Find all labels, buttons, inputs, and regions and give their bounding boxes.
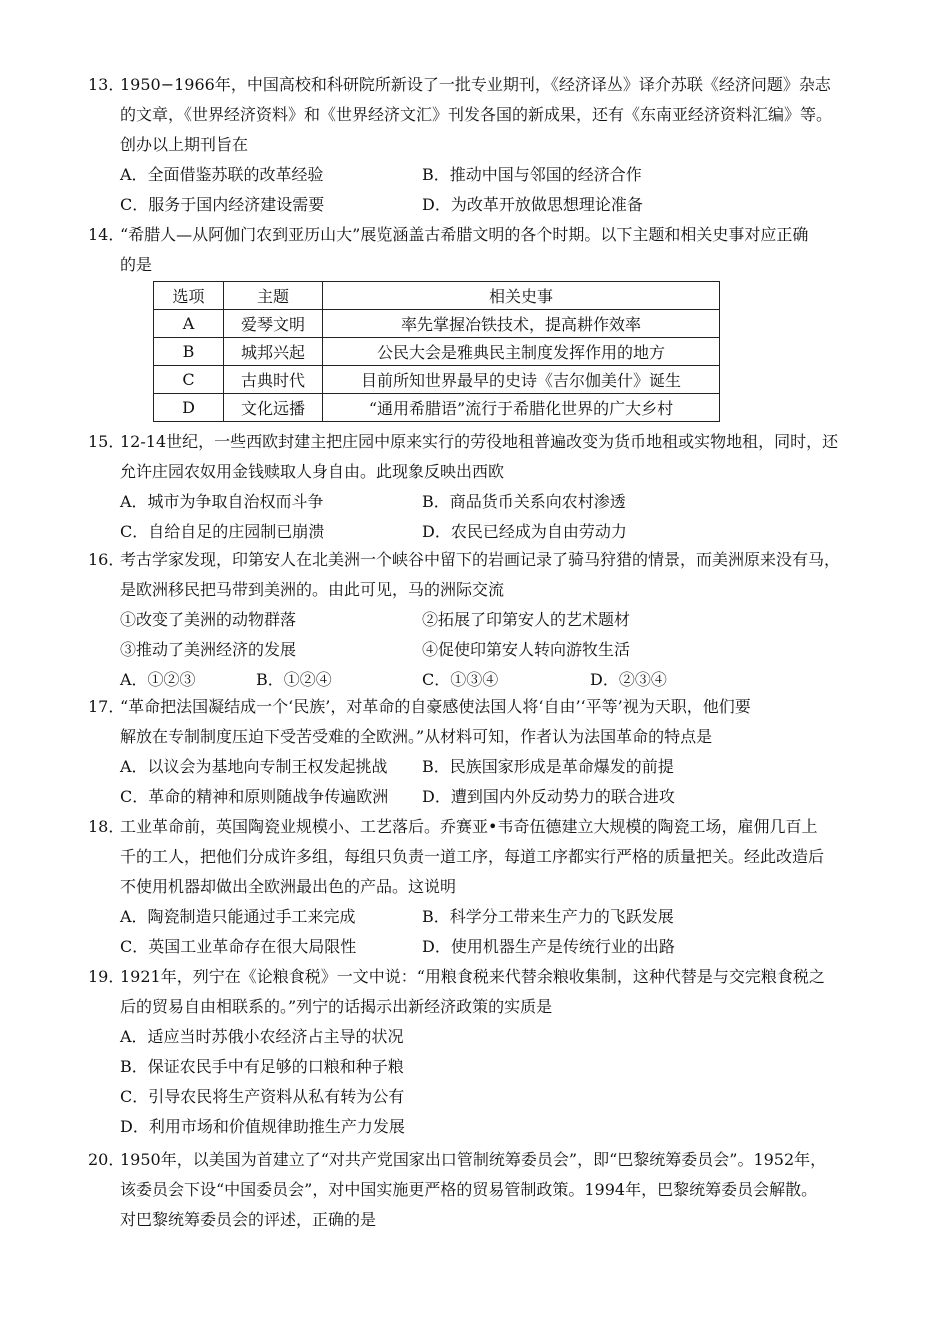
- table-cell: 率先掌握冶铁技术，提高耕作效率: [323, 310, 720, 338]
- question-stem-line: “希腊人—从阿伽门农到亚历山大”展览涵盖古希腊文明的各个时期。以下主题和相关史事对应正确: [120, 225, 809, 244]
- question-stem-line: 该委员会下设“中国委员会”，对中国实施更严格的贸易管制政策。1994年，巴黎统筹委员会解散。: [120, 1180, 818, 1199]
- option-a: A．陶瓷制造只能通过手工来完成: [120, 907, 356, 926]
- option-a: A．全面借鉴苏联的改革经验: [120, 165, 324, 184]
- table-cell: C: [154, 366, 224, 394]
- option-d: D．使用机器生产是传统行业的出路: [422, 937, 675, 956]
- table-header: 主题: [224, 282, 323, 310]
- table-cell: B: [154, 338, 224, 366]
- question-stem-line: 考古学家发现，印第安人在北美洲一个峡谷中留下的岩画记录了骑马狩猎的情景，而美洲原来没有马，: [120, 550, 841, 569]
- question-stem-line: 允许庄园农奴用金钱赎取人身自由。此现象反映出西欧: [120, 462, 505, 481]
- statement-1: ①改变了美洲的动物群落: [120, 610, 297, 629]
- table-cell: 城邦兴起: [224, 338, 323, 366]
- question-stem-line: 工业革命前，英国陶瓷业规模小、工艺落后。乔赛亚•韦奇伍德建立大规模的陶瓷工场，雇佣几百上: [120, 817, 818, 836]
- option-b: B．民族国家形成是革命爆发的前提: [422, 757, 674, 776]
- table-header-row: [154, 282, 720, 310]
- question-stem-line: 12-14世纪，一些西欧封建主把庄园中原来实行的劳役地租普遍改变为货币地租或实物地租，同时，还: [120, 432, 839, 451]
- history-table: [153, 281, 720, 422]
- option-b: B．商品货币关系向农村渗透: [422, 492, 626, 511]
- option-c: C．服务于国内经济建设需要: [120, 195, 325, 214]
- table-row: [154, 394, 720, 422]
- question-number: 14．: [88, 225, 125, 244]
- question-stem-line: 后的贸易自由相联系的。”列宁的话揭示出新经济政策的实质是: [120, 997, 553, 1016]
- question-number: 20．: [88, 1150, 125, 1169]
- table-row: [154, 310, 720, 338]
- question-number: 16．: [88, 550, 125, 569]
- question-stem-line: 1950年，以美国为首建立了“对共产党国家出口管制统筹委员会”，即“巴黎统筹委员会”。1952年，: [120, 1150, 827, 1169]
- table-cell: D: [154, 394, 224, 422]
- option-a: A．城市为争取自治权而斗争: [120, 492, 324, 511]
- question-stem-line: 创办以上期刊旨在: [120, 135, 249, 154]
- table-cell: 古典时代: [224, 366, 323, 394]
- option-c: C．引导农民将生产资料从私有转为公有: [120, 1087, 405, 1106]
- table-cell: “通用希腊语”流行于希腊化世界的广大乡村: [323, 394, 720, 422]
- option-d: D．利用市场和价值规律助推生产力发展: [120, 1117, 405, 1136]
- question-stem-line: 1921年，列宁在《论粮食税》一文中说：“用粮食税来代替余粮收集制，这种代替是与交完粮食税之: [120, 967, 825, 986]
- question-stem-line: 的是: [120, 255, 153, 274]
- option-d: D．为改革开放做思想理论准备: [422, 195, 643, 214]
- option-b: B．科学分工带来生产力的飞跃发展: [422, 907, 674, 926]
- table-cell: A: [154, 310, 224, 338]
- table-header: 选项: [154, 282, 224, 310]
- option-a: A．①②③: [120, 670, 196, 689]
- question-stem-line: 解放在专制制度压迫下受苦受难的全欧洲。”从材料可知，作者认为法国革命的特点是: [120, 727, 713, 746]
- option-c: C．自给自足的庄园制已崩溃: [120, 522, 325, 541]
- option-d: D．②③④: [590, 670, 667, 689]
- statement-4: ④促使印第安人转向游牧生活: [422, 640, 631, 659]
- option-d: D．遭到国内外反动势力的联合进攻: [422, 787, 675, 806]
- option-c: C．革命的精神和原则随战争传遍欧洲: [120, 787, 389, 806]
- option-b: B．①②④: [256, 670, 332, 689]
- option-c: C．英国工业革命存在很大局限性: [120, 937, 357, 956]
- table-cell: 公民大会是雅典民主制度发挥作用的地方: [323, 338, 720, 366]
- question-stem-line: “革命把法国凝结成一个‘民族’，对革命的自豪感使法国人将‘自由’‘平等’视为天职，他们要: [120, 697, 751, 716]
- table-cell: 目前所知世界最早的史诗《吉尔伽美什》诞生: [323, 366, 720, 394]
- table-header: 相关史事: [323, 282, 720, 310]
- statement-3: ③推动了美洲经济的发展: [120, 640, 297, 659]
- question-stem-line: 千的工人，把他们分成许多组，每组只负责一道工序，每道工序都实行严格的质量把关。经此改造后: [120, 847, 825, 866]
- option-a: A．以议会为基地向专制王权发起挑战: [120, 757, 388, 776]
- question-number: 17．: [88, 697, 125, 716]
- table-cell: 爱琴文明: [224, 310, 323, 338]
- option-c: C．①③④: [422, 670, 499, 689]
- statement-2: ②拓展了印第安人的艺术题材: [422, 610, 631, 629]
- table-cell: 文化远播: [224, 394, 323, 422]
- question-number: 13．: [88, 75, 125, 94]
- question-number: 18．: [88, 817, 125, 836]
- table-row: [154, 366, 720, 394]
- option-a: A．适应当时苏俄小农经济占主导的状况: [120, 1027, 404, 1046]
- option-b: B．推动中国与邻国的经济合作: [422, 165, 642, 184]
- option-b: B．保证农民手中有足够的口粮和种子粮: [120, 1057, 404, 1076]
- question-stem-line: 是欧洲移民把马带到美洲的。由此可见，马的洲际交流: [120, 580, 505, 599]
- question-stem-line: 不使用机器却做出全欧洲最出色的产品。这说明: [120, 877, 457, 896]
- question-number: 19．: [88, 967, 125, 986]
- question-stem-line: 的文章，《世界经济资料》和《世界经济文汇》刊发各国的新成果，还有《东南亚经济资料汇编》等。: [120, 105, 833, 124]
- table-row: [154, 338, 720, 366]
- option-d: D．农民已经成为自由劳动力: [422, 522, 627, 541]
- question-stem-line: 1950−1966年，中国高校和科研院所新设了一批专业期刊，《经济译丛》译介苏联《经济问题》杂志: [120, 75, 831, 94]
- question-stem-line: 对巴黎统筹委员会的评述，正确的是: [120, 1210, 377, 1229]
- question-number: 15．: [88, 432, 125, 451]
